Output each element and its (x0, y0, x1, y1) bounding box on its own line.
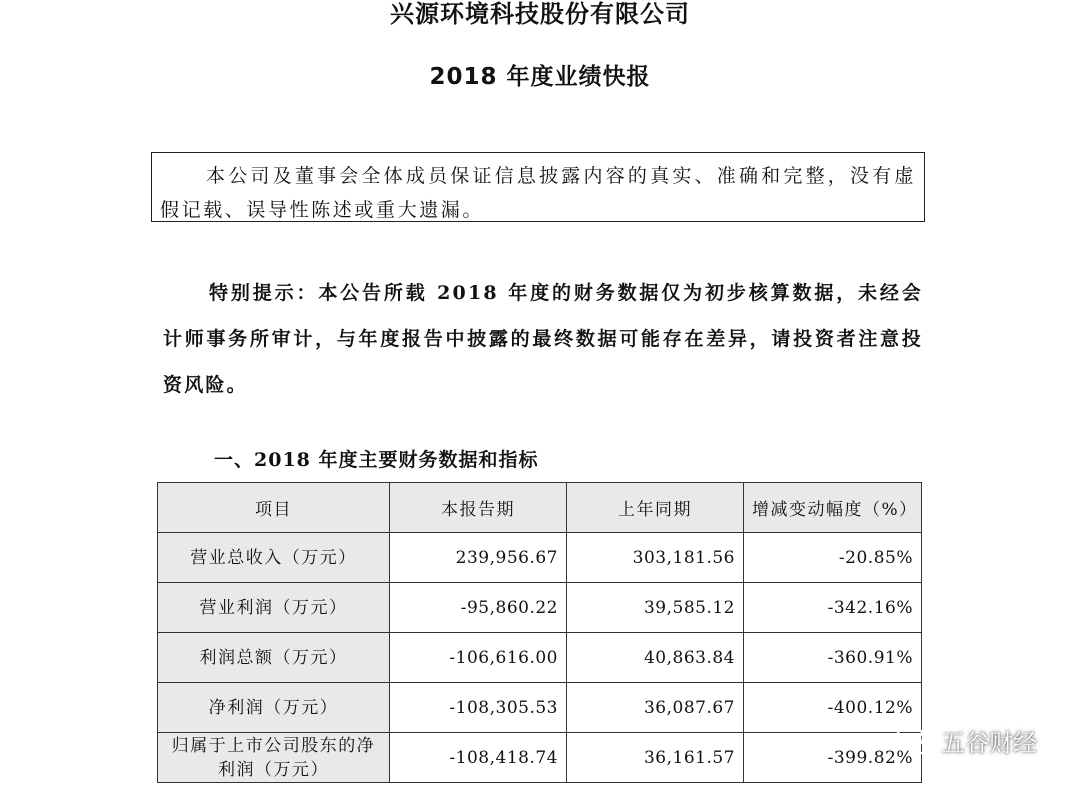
row-current: -108,418.74 (390, 733, 567, 783)
table-row (158, 633, 922, 683)
row-change: -20.85% (744, 533, 922, 583)
special-note-text: 特别提示：本公告所载 2018 年度的财务数据仅为初步核算数据，未经会计师事务所审计，与年度报告中披露的最终数据可能存在差异，请投资者注意投资风险。 (163, 282, 923, 396)
row-prior: 36,087.67 (567, 683, 744, 733)
row-change: -400.12% (744, 683, 922, 733)
company-name: 兴源环境科技股份有限公司 (390, 0, 690, 28)
row-item: 利润总额（万元） (158, 633, 390, 683)
financial-table (157, 482, 922, 783)
row-current: -106,616.00 (390, 633, 567, 683)
row-change: -360.91% (744, 633, 922, 683)
header-item: 项目 (158, 483, 390, 533)
row-current: 239,956.67 (390, 533, 567, 583)
row-change: -399.82% (744, 733, 922, 783)
header-change-rate: 增减变动幅度（%） (744, 483, 922, 533)
wechat-icon (895, 723, 935, 757)
report-title: 2018 年度业绩快报 (429, 64, 651, 90)
watermark-text: 五谷财经 (941, 728, 1037, 757)
header-prior-period: 上年同期 (567, 483, 744, 533)
row-prior: 303,181.56 (567, 533, 744, 583)
row-item: 归属于上市公司股东的净利润（万元） (158, 733, 390, 783)
section-heading: 一、2018 年度主要财务数据和指标 (214, 449, 539, 471)
row-change: -342.16% (744, 583, 922, 633)
watermark (895, 722, 1037, 758)
row-item: 营业利润（万元） (158, 583, 390, 633)
table-header-row (158, 483, 922, 533)
table-row (158, 583, 922, 633)
table-row (158, 733, 922, 783)
table-row (158, 533, 922, 583)
row-current: -95,860.22 (390, 583, 567, 633)
row-item: 营业总收入（万元） (158, 533, 390, 583)
header-current-period: 本报告期 (390, 483, 567, 533)
special-note (163, 270, 923, 408)
row-item: 净利润（万元） (158, 683, 390, 733)
row-prior: 36,161.57 (567, 733, 744, 783)
row-current: -108,305.53 (390, 683, 567, 733)
disclosure-notice-text: 本公司及董事会全体成员保证信息披露内容的真实、准确和完整，没有虚假记载、误导性陈述或重大遗漏。 (160, 165, 916, 221)
row-prior: 40,863.84 (567, 633, 744, 683)
row-prior: 39,585.12 (567, 583, 744, 633)
table-row (158, 683, 922, 733)
disclosure-notice-box (151, 152, 925, 222)
